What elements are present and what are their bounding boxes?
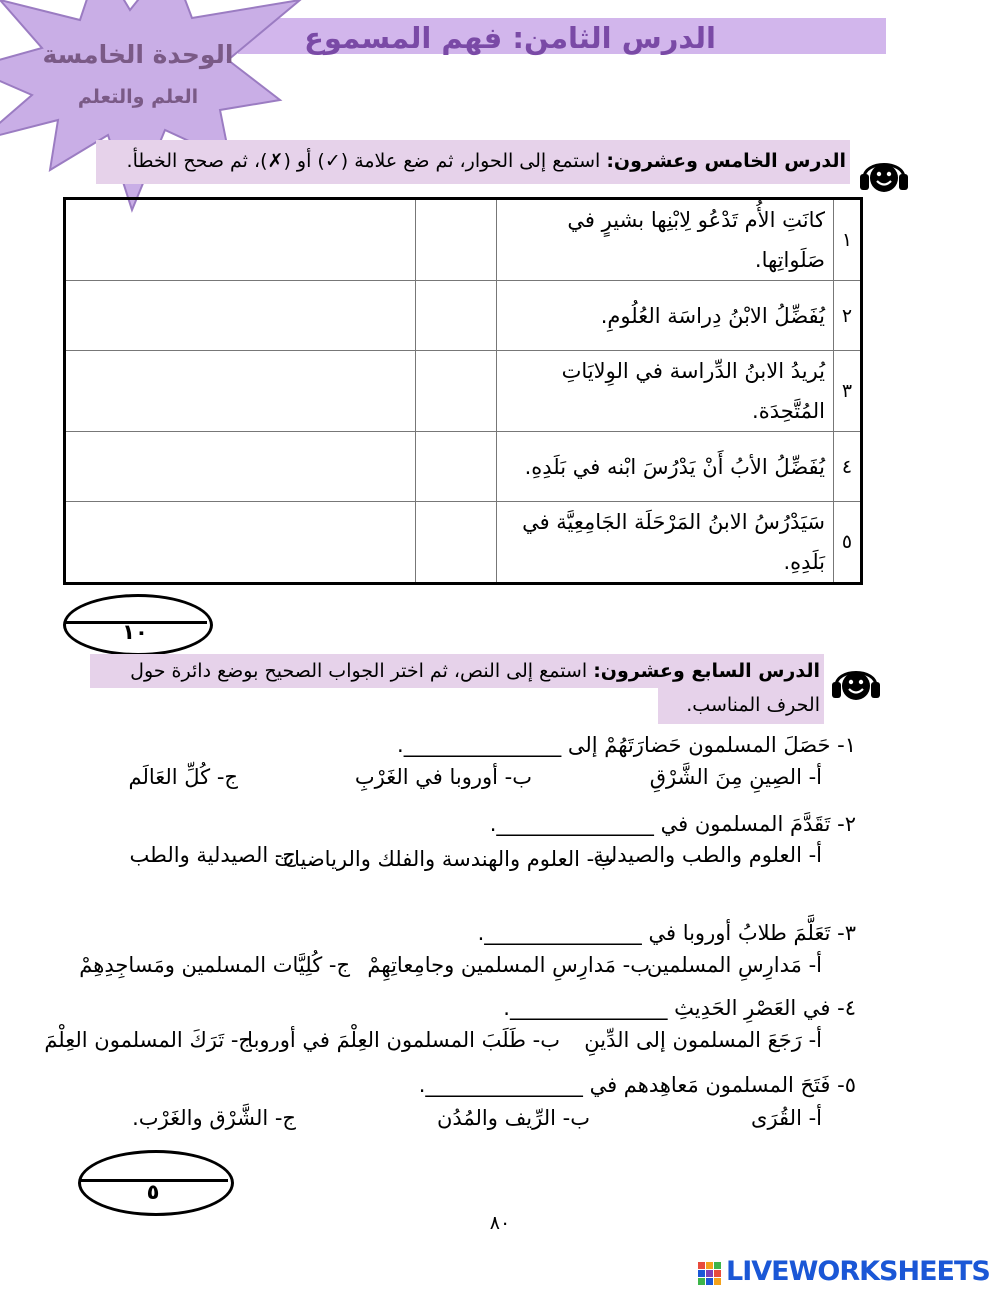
question-stem: ١- حَصَلَ المسلمون حَضارَتَهُمْ إلى _______________. [397,733,856,757]
option-c[interactable]: ج- الشَّرْق والغَرْب. [132,1106,296,1130]
table-row [65,351,862,432]
row-number: ١ [834,199,862,281]
statement-cell: يُفَضِّلُ الابْنُ دِراسَة العُلُومِ. [497,281,834,351]
correction-cell[interactable] [65,199,416,281]
row-number: ٢ [834,281,862,351]
score-total-2: ٥ [146,1180,160,1204]
option-a[interactable]: أ- الصِينِ مِنَ الشَّرْقِ [649,765,822,789]
statement-cell: يُفَضِّلُ الأبُ أَنْ يَدْرُسَ ابْنه في بَلَدِهِ. [497,432,834,502]
row-number: ٣ [834,351,862,432]
score-total-1: ١٠ [122,620,148,644]
statement-cell: سَيَدْرُسُ الابنُ المَرْحَلَة الجَامِعِيَّة في بَلَدِهِ. [497,502,834,584]
option-b[interactable]: ب- الرِّيف والمُدُن [436,1106,590,1130]
section2-lesson-label: الدرس السابع وعشرون: [593,660,820,682]
unit-starburst-badge [0,0,310,220]
question-stem: ٤- في العَصْرِ الحَدِيثِ _______________. [503,996,856,1020]
correction-cell[interactable] [65,281,416,351]
question-stem: ٣- تَعَلَّمَ طلابُ أوروبا في _______________. [477,921,856,945]
option-a[interactable]: أ- رَجَعَ المسلمون إلى الدِّينِ [584,1028,822,1052]
logo-text: LIVEWORKSHEETS [726,1256,990,1287]
mark-cell[interactable] [416,432,497,502]
option-c[interactable]: ج- كُلِّ العَالَم [128,765,238,789]
correction-cell[interactable] [65,502,416,584]
table-row [65,432,862,502]
statement-cell: يُريدُ الابنُ الدِّراسة في الوِلايَاتِ المُتَّحِدَة. [497,351,834,432]
question-stem: ٥- فَتَحَ المسلمون مَعاهِدهم في _______________. [418,1073,856,1097]
option-b[interactable]: ب- طَلَبَ المسلمون العِلْمَ في أوروبا [247,1028,560,1052]
page-number: ٨٠ [489,1212,511,1234]
correction-cell[interactable] [65,351,416,432]
liveworksheets-logo [698,1258,998,1290]
option-a[interactable]: أ- مَدارِسِ المسلمين [646,953,822,977]
statement-cell: كانَتِ الأُم تَدْعُو لِابْنِها بشيرٍ في صَلَواتِها. [497,199,834,281]
option-c[interactable]: ج- كُلِيَّات المسلمين ومَساجِدِهِمْ [79,953,350,977]
correction-cell[interactable] [65,432,416,502]
section1-instruction [96,144,846,178]
option-a[interactable]: أ- القُرَى [751,1106,822,1130]
row-number: ٤ [834,432,862,502]
option-a[interactable]: أ- العلوم والطب والصيدلية [593,843,822,867]
option-c[interactable]: ج- تَرَكَ المسلمون العِلْمَ [44,1028,252,1052]
section1-instruction-text: استمع إلى الحوار، ثم ضع علامة (✓) أو (✗)، ثم صحح الخطأ. [126,150,601,172]
section1-lesson-label: الدرس الخامس وعشرون: [606,150,846,172]
true-false-table [63,197,863,585]
headphones-icon [858,148,910,196]
option-b[interactable]: ب- مَدارِسِ المسلمين وجامِعاتِهِمْ [367,953,650,977]
unit-topic: العلم والتعلم [77,86,199,108]
section2-instruction-text: استمع إلى النص، ثم اختر الجواب الصحيح بوضع دائرة حول الحرف المناسب. [130,660,820,716]
table-row [65,502,862,584]
question-stem: ٢- تَقَدَّمَ المسلمون في _______________. [489,812,856,836]
mark-cell[interactable] [416,351,497,432]
lesson-title: الدرس الثامن: فهم المسموع [304,21,716,55]
option-c[interactable]: ج- الصيدلية والطب [129,843,296,867]
logo-mark-icon [698,1262,722,1286]
mark-cell[interactable] [416,281,497,351]
option-b[interactable]: ب- العلوم والهندسة والفلك والرياضيات [274,847,614,871]
unit-name: الوحدة الخامسة [42,40,234,69]
section2-instruction [96,654,820,722]
row-number: ٥ [834,502,862,584]
headphones-icon [830,656,882,704]
mark-cell[interactable] [416,502,497,584]
table-row [65,281,862,351]
mark-cell[interactable] [416,199,497,281]
table-row [65,199,862,281]
option-b[interactable]: ب- أوروبا في الغَرْبِ [354,765,532,789]
